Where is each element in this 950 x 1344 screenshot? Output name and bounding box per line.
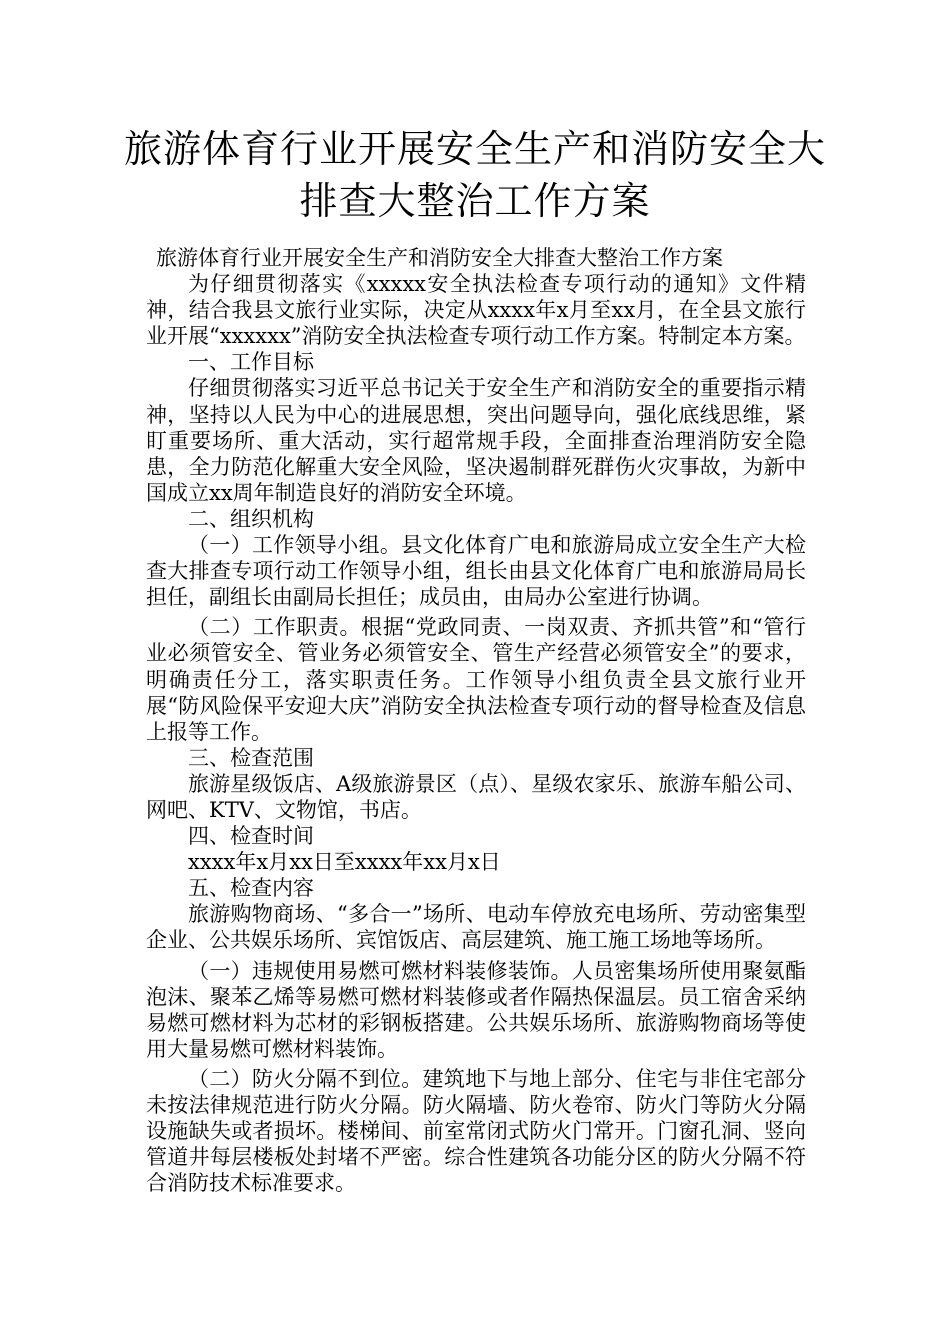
document-title bbox=[60, 123, 890, 227]
document-title-line-1: 旅游体育行业开展安全生产和消防安全大 bbox=[123, 127, 826, 171]
time-paragraph: xxxx年x月xx日至xxxx年xx月x日 bbox=[188, 850, 501, 875]
document-subtitle: 旅游体育行业开展安全生产和消防安全大排查大整治工作方案 bbox=[156, 246, 723, 270]
section-heading-organization: 二、组织机构 bbox=[188, 506, 314, 531]
flammable-materials-paragraph: （一）违规使用易燃可燃材料装修装饰。人员密集场所使用聚氨酯泡沫、聚苯乙烯等易燃可燃材料装修或者作隔热保温层。员工宿舍采纳易燃可燃材料为芯材的彩钢板搭建。公共娱乐场所、旅游购物商场等使用大量易燃可燃材料装饰。 bbox=[146, 958, 806, 1061]
fire-separation-paragraph: （二）防火分隔不到位。建筑地下与地上部分、住宅与非住宅部分未按法律规范进行防火分隔。防火隔墙、防火卷帘、防火门等防火分隔设施缺失或者损坏。楼梯间、前室常闭式防火门常开。门窗孔洞、竖向管道井每层楼板处封堵不严密。综合性建筑各功能分区的防火分隔不符合消防技术标准要求。 bbox=[146, 1066, 806, 1196]
scope-paragraph: 旅游星级饭店、A级旅游景区（点）、星级农家乐、旅游车船公司、网吧、KTV、文物馆，书店。 bbox=[146, 771, 806, 822]
duties-paragraph: （二）工作职责。根据“党政同责、一岗双责、齐抓共管”和“管行业必须管安全、管业务必须管安全、管生产经营必须管安全”的要求，明确责任分工，落实职责任务。工作领导小组负责全县文旅行业开展“防风险保平安迎大庆”消防安全执法检查专项行动的督导检查及信息上报等工作。 bbox=[146, 615, 806, 744]
leadership-group-paragraph: （一）工作领导小组。县文化体育广电和旅游局成立安全生产大检查大排查专项行动工作领导小组，组长由县文化体育广电和旅游局局长担任，副组长由副局长担任；成员由，由局办公室进行协调。 bbox=[146, 533, 806, 610]
section-heading-content: 五、检查内容 bbox=[188, 876, 314, 901]
section-heading-scope: 三、检查范围 bbox=[188, 745, 314, 770]
content-paragraph: 旅游购物商场、“多合一”场所、电动车停放充电场所、劳动密集型企业、公共娱乐场所、宾馆饭店、高层建筑、施工施工场地等场所。 bbox=[146, 902, 806, 953]
document-body bbox=[146, 245, 806, 1196]
intro-paragraph: 为仔细贯彻落实《xxxxx安全执法检查专项行动的通知》文件精神，结合我县文旅行业实际，决定从xxxx年x月至xx月，在全县文旅行业开展“xxxxxx”消防安全执法检查专项行动工作方案。特制定本方案。 bbox=[146, 272, 806, 349]
goals-paragraph: 仔细贯彻落实习近平总书记关于安全生产和消防安全的重要指示精神，坚持以人民为中心的进展思想，突出问题导向，强化底线思维，紧盯重要场所、重大活动，实行超常规手段，全面排查治理消防安全隐患，全力防范化解重大安全风险，坚决遏制群死群伤火灾事故，为新中国成立xx周年制造良好的消防安全环境。 bbox=[146, 376, 806, 505]
document-title-line-2: 排查大整治工作方案 bbox=[299, 179, 651, 223]
section-heading-time: 四、检查时间 bbox=[188, 824, 314, 849]
section-heading-goals: 一、工作目标 bbox=[188, 350, 314, 375]
